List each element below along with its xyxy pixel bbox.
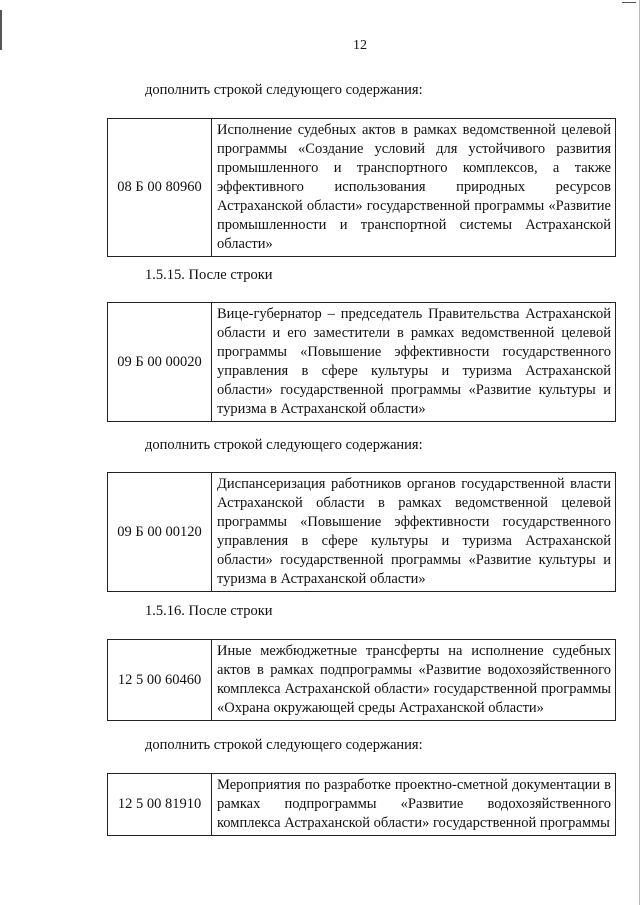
budget-code-table [107,472,616,592]
budget-code-table [107,118,616,257]
budget-code: 12 5 00 81910 [108,774,212,836]
table-row [108,119,616,257]
table-row [108,774,616,836]
budget-code-table [107,639,616,721]
table-row [108,303,616,422]
instruction-text: дополнить строкой следующего содержания: [145,82,423,98]
page-number: 12 [353,38,367,53]
budget-description: Диспансеризация работников органов государственной власти Астраханской области в рамках ведомственной целевой программы «Повышение эффективности государственного управления в сфере культуры и туризма Астраханской области» государственной программы «Развитие культуры и туризма в Астраханской области» [212,473,616,592]
section-heading: 1.5.16. После строки [145,603,273,619]
section-heading: 1.5.15. После строки [145,267,273,283]
scan-edge-mark [0,10,2,50]
budget-code-table [107,773,616,836]
budget-code: 09 Б 00 00120 [108,473,212,592]
budget-code-table [107,302,616,422]
budget-code: 12 5 00 60460 [108,640,212,721]
instruction-text: дополнить строкой следующего содержания: [145,437,423,453]
budget-description: Исполнение судебных актов в рамках ведомственной целевой программы «Создание условий для устойчивого развития промышленного и транспортного комплексов, а также эффективного использования природных ресурсов Астраханской области» государственной программы «Развитие промышленности и транспортной системы Астраханской области» [212,119,616,257]
instruction-text: дополнить строкой следующего содержания: [145,737,423,753]
budget-description: Вице-губернатор – председатель Правительства Астраханской области и его заместители в рамках ведомственной целевой программы «Повышение эффективности государственного управления в сфере культуры и туризма Астраханской области» государственной программы «Развитие культуры и туризма в Астраханской области» [212,303,616,422]
budget-description: Мероприятия по разработке проектно-сметной документации в рамках подпрограммы «Развитие водохозяйственного комплекса Астраханской области» государственной программы [212,774,616,836]
table-row [108,473,616,592]
table-row [108,640,616,721]
budget-code: 09 Б 00 00020 [108,303,212,422]
budget-code: 08 Б 00 80960 [108,119,212,257]
budget-description: Иные межбюджетные трансферты на исполнение судебных актов в рамках подпрограммы «Развитие водохозяйственного комплекса Астраханской области» государственной программы «Охрана окружающей среды Астраханской области» [212,640,616,721]
scan-edge-mark [622,2,636,3]
